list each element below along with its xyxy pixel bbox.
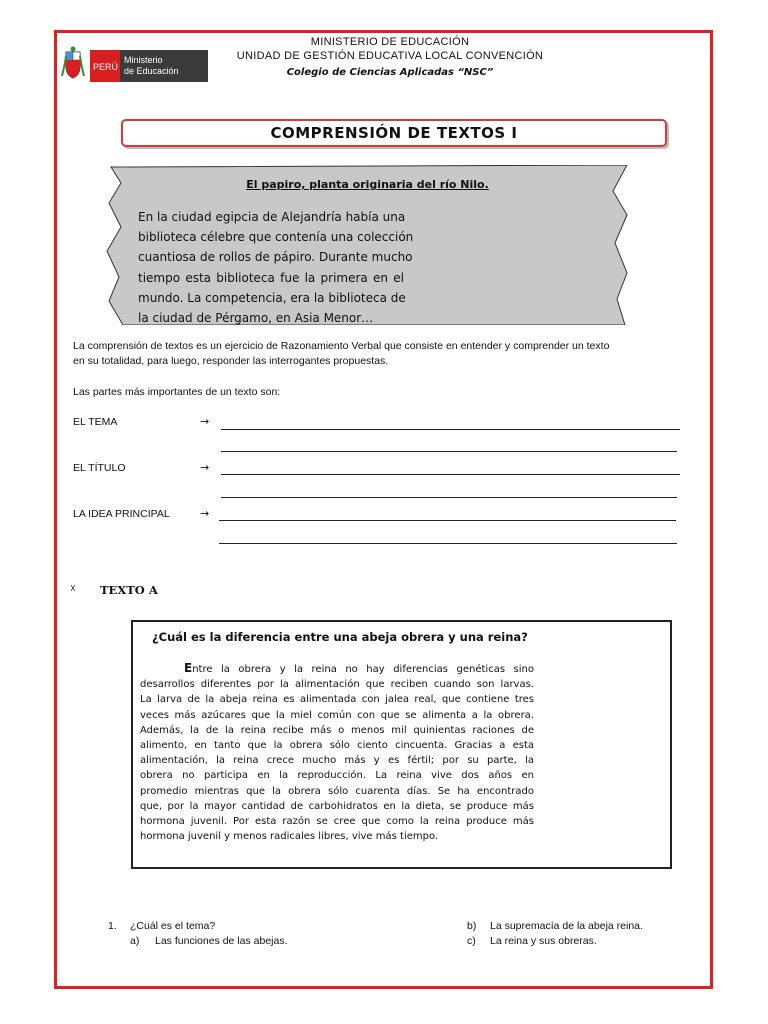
arrow-icon: → [200, 507, 210, 520]
bullet-icon: ☓ [70, 582, 76, 595]
svg-text:de Educación: de Educación [124, 66, 179, 76]
dropcap: E [184, 661, 193, 675]
reading-line: Además, la de la reina recibe más o menos mil quinientas raciones de [140, 724, 534, 736]
header-ministry: MINISTERIO DE EDUCACIÓN [310, 36, 470, 48]
intro-line: La comprensión de textos es un ejercicio de Razonamiento Verbal que consiste en entender y comprender un texto [73, 340, 610, 352]
papyrus-title: El papiro, planta originaria del río Nilo. [246, 178, 489, 191]
papyrus-line: mundo. La competencia, era la biblioteca de [138, 290, 406, 305]
question-number: 1. [108, 920, 117, 932]
reading-line: hormona juvenil. Por esta razón se cree que como la reina produce más [140, 816, 534, 828]
question-text: ¿Cuál es el tema? [130, 920, 216, 932]
header-ugel: UNIDAD DE GESTIÓN EDUCATIVA LOCAL CONVENCIÓN [236, 50, 544, 62]
svg-text:PERÚ: PERÚ [93, 62, 119, 72]
reading-title: ¿Cuál es la diferencia entre una abeja obrera y una reina? [152, 630, 528, 644]
answer-line-tema[interactable] [221, 451, 677, 452]
option-text-b[interactable]: La supremacía de la abeja reina. [490, 920, 643, 932]
reading-line: promedio mientras que la obrera sólo cuarenta días. Se ha encontrado [140, 785, 534, 797]
reading-line: alimento, en tanto que la obrera sólo ciento cincuenta. Gracias a esta [140, 740, 534, 752]
reading-line: La larva de la abeja reina es alimentada con jalea real, que contiene tres [140, 694, 534, 706]
parts-heading: Las partes más importantes de un texto son: [73, 386, 281, 398]
answer-line-titulo[interactable] [221, 497, 677, 498]
reading-line: hormona juvenil y menos radicales libres, vive más tiempo. [140, 831, 439, 843]
option-label-a[interactable]: a) [130, 935, 140, 947]
papyrus-line: tiempo esta biblioteca fue la primera en el [138, 270, 404, 285]
reading-line: desarrollos diferentes por la alimentación que reciben cuando son larvas. [140, 679, 534, 691]
papyrus-line: biblioteca célebre que contenía una colección [138, 230, 414, 245]
part-label-idea-principal: LA IDEA PRINCIPAL [73, 508, 170, 520]
part-label-titulo: EL TÍTULO [73, 462, 126, 474]
intro-line: en su totalidad, para luego, responder las interrogantes propuestas. [73, 355, 389, 367]
arrow-icon: → [200, 461, 210, 474]
intro-paragraph [73, 339, 703, 369]
page-title: COMPRENSIÓN DE TEXTOS I [121, 119, 667, 147]
reading-text [140, 661, 534, 844]
answer-line-idea-principal[interactable] [219, 520, 676, 521]
papyrus-line: En la ciudad egipcia de Alejandría había una [138, 210, 406, 224]
reading-line: Entre la obrera y la reina no hay diferencias genéticas sino [184, 661, 534, 675]
option-label-b[interactable]: b) [467, 920, 477, 932]
answer-line-titulo[interactable] [221, 474, 680, 475]
option-label-c[interactable]: c) [467, 935, 476, 947]
answer-line-idea-principal[interactable] [219, 543, 677, 544]
header-school: Colegio de Ciencias Aplicadas “NSC” [286, 67, 494, 78]
ministry-logo [60, 46, 208, 86]
reading-line: alimentación, la reina crece mucho más y es fértil; por su parte, la [140, 755, 534, 767]
part-label-tema: EL TEMA [73, 416, 118, 428]
reading-line: obrera no participa en la reproducción. La reina vive dos años en [140, 770, 534, 782]
option-text-c[interactable]: La reina y sus obreras. [490, 935, 597, 947]
reading-line: que, por la mayor cantidad de carbohidratos en la dieta, se produce más [140, 800, 534, 812]
option-text-a[interactable]: Las funciones de las abejas. [155, 935, 288, 947]
answer-line-tema[interactable] [221, 429, 680, 430]
svg-text:Ministerio: Ministerio [124, 55, 163, 65]
papyrus-text [138, 207, 414, 328]
papyrus-line: la ciudad de Pérgamo, en Asia Menor… [138, 311, 374, 326]
papyrus-line: cuantiosa de rollos de pápiro. Durante mucho [138, 250, 413, 265]
reading-line: veces más azúcares que la miel común con que se alimenta a la obrera. [140, 709, 534, 721]
texto-a-label: TEXTO A [100, 583, 158, 597]
arrow-icon: → [200, 415, 210, 428]
